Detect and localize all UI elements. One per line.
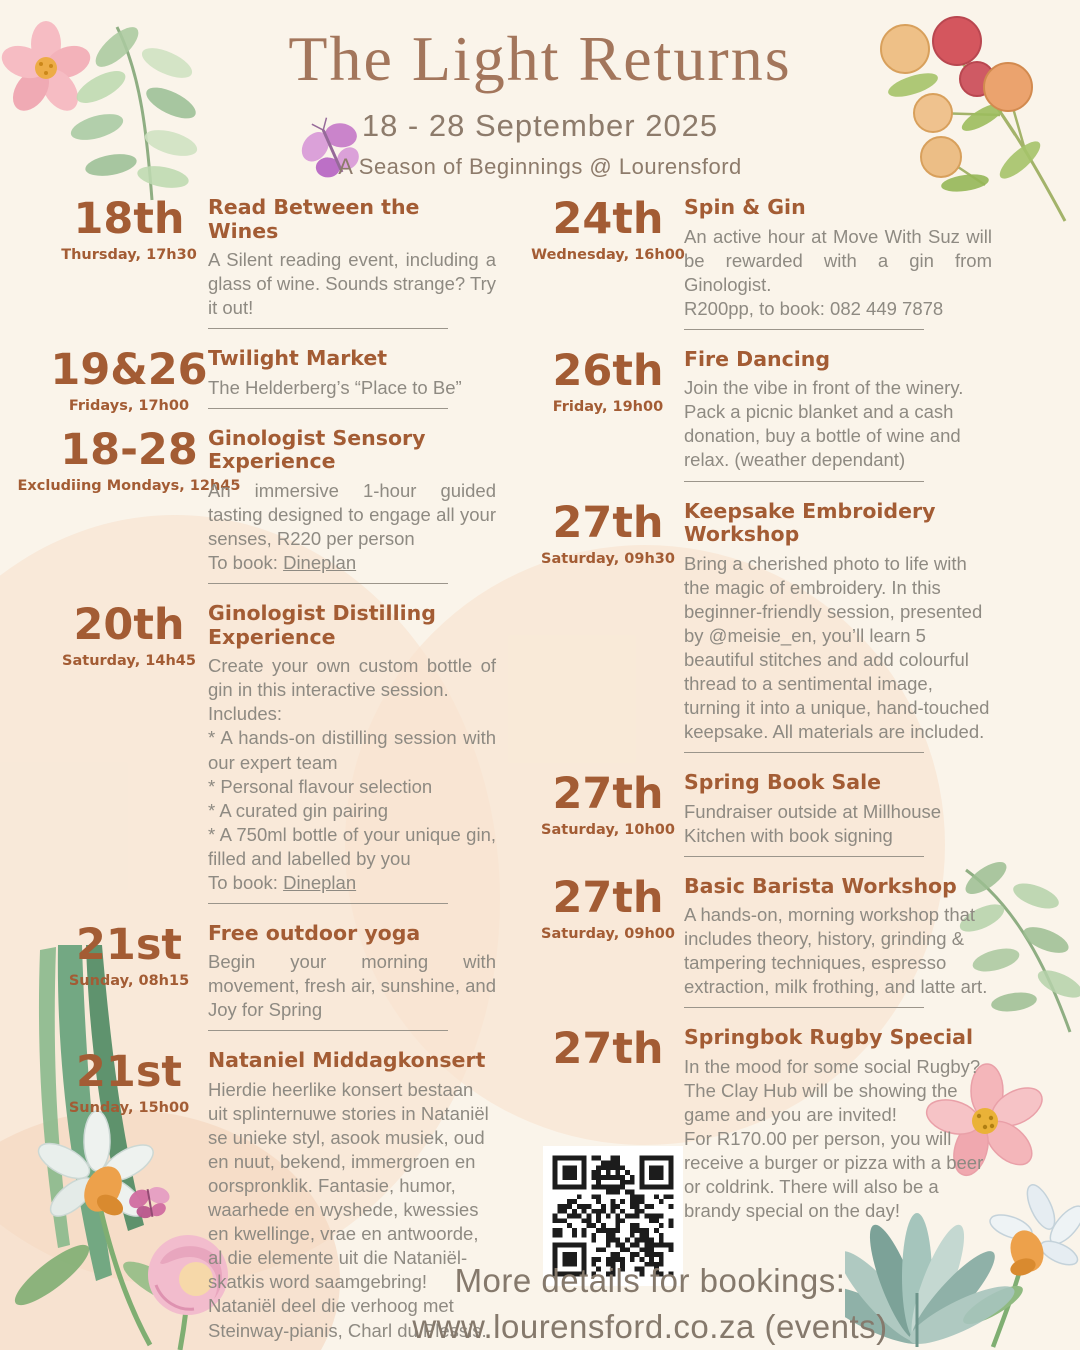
event-date-block xyxy=(58,602,200,669)
event-date: 27th xyxy=(552,1024,664,1075)
event-date: 19&26 xyxy=(50,345,208,396)
date-range: 18 - 28 September 2025 xyxy=(361,108,719,143)
divider xyxy=(208,903,448,904)
event-day-time: Excludiing Mondays, 12h45 xyxy=(17,477,241,494)
event-day-time: Saturday, 09h30 xyxy=(541,550,675,567)
event-date: 21st xyxy=(76,1047,182,1098)
booking-line xyxy=(208,551,496,575)
event-title: Basic Barista Workshop xyxy=(684,873,957,898)
events-column-left xyxy=(17,194,496,1350)
event-description: Fundraiser outside at Millhouse Kitchen with book signing xyxy=(684,800,942,846)
event-title: Ginologist Sensory Experience xyxy=(208,425,426,474)
event-content xyxy=(676,196,992,340)
event-item xyxy=(540,872,992,1019)
event-item xyxy=(17,424,496,594)
event-date: 27th xyxy=(552,497,664,548)
event-date-block xyxy=(540,345,676,415)
event-date-block xyxy=(50,345,208,415)
event-content xyxy=(676,1026,992,1223)
event-date-block xyxy=(540,497,676,567)
event-description: The Helderberg’s “Place to Be” xyxy=(208,376,462,398)
event-date: 24th xyxy=(552,194,664,244)
event-date-block xyxy=(540,1026,676,1077)
event-description: A hands-on, morning workshop that includes theory, history, grinding & tampering techniques, espresso extraction, milk frothing, and latte art. xyxy=(684,904,988,998)
event-description: An active hour at Move With Suz will be rewarded with a gin from Ginologist. R200pp, to book: 082 449 7878 xyxy=(684,225,992,319)
event-description: A Silent reading event, including a glass of wine. Sounds strange? Try it out! xyxy=(208,249,496,319)
event-title: Springbok Rugby Special xyxy=(684,1025,973,1050)
event-date: 18th xyxy=(73,194,185,244)
event-day-time: Wednesday, 16h00 xyxy=(531,247,685,263)
event-title: Fire Dancing xyxy=(684,346,831,371)
event-item xyxy=(58,196,496,339)
event-date-block xyxy=(17,424,241,494)
event-description: In the mood for some social Rugby? The Clay Hub will be showing the game and you are invited! For R170.00 per person, you will receive a burger or pizza with a beer or coldrink. There will also be a brandy special on the day! xyxy=(684,1055,984,1222)
event-title: Keepsake Embroidery Workshop xyxy=(684,498,936,547)
divider xyxy=(684,329,924,330)
event-item xyxy=(531,194,992,340)
events-column-right xyxy=(531,194,992,1231)
event-date-block xyxy=(58,1049,200,1116)
divider xyxy=(208,408,448,409)
event-date-block xyxy=(58,919,200,989)
event-description: Hierdie heerlike konsert bestaan uit splinternuwe stories in Nataniël se unieke styl, asook musiek, oud en nuut, bekend, immergroen en oorspronklik. Fantasie, humor, waarhede en wyshede, kwessies en kwellinge, vrae en antwoorde, al die elemente uit die Nataniël-skatkis word saamgebring! Nataniël deel die verhoog met Steinway-pianis, Charl du Plessis. xyxy=(208,1079,489,1341)
event-day-time: Thursday, 17h30 xyxy=(61,247,197,263)
event-date-block xyxy=(58,196,200,263)
divider xyxy=(684,752,924,753)
event-day-time: Saturday, 10h00 xyxy=(541,822,675,838)
event-day-time: Fridays, 17h00 xyxy=(68,398,190,415)
booking-prefix: To book: xyxy=(208,552,284,574)
event-content xyxy=(676,771,992,867)
booking-details-label: More details for bookings: xyxy=(454,1262,846,1299)
website-url: www.lourensford.co.za (events) xyxy=(412,1308,888,1346)
dineplan-link[interactable]: Dineplan xyxy=(283,552,357,574)
event-title: Free outdoor yoga xyxy=(208,920,421,945)
booking-line xyxy=(208,871,496,895)
event-item xyxy=(58,919,496,1042)
event-item xyxy=(50,345,496,419)
header xyxy=(0,0,1080,180)
event-date-block xyxy=(540,771,676,838)
event-content xyxy=(200,196,496,339)
footer xyxy=(390,1258,910,1350)
event-title: Spring Book Sale xyxy=(684,770,882,794)
event-item xyxy=(540,771,992,867)
event-title: Read Between the Wines xyxy=(208,195,420,243)
event-date: 26th xyxy=(552,345,664,396)
divider xyxy=(684,1007,924,1008)
event-date: 20th xyxy=(73,600,185,651)
season-subtitle: A Season of Beginnings @ Lourensford xyxy=(338,154,742,179)
event-content xyxy=(676,500,992,764)
event-date: 27th xyxy=(552,872,664,923)
event-description: Join the vibe in front of the winery. Pack a picnic blanket and a cash donation, buy a bottle of wine and relax. (weather dependant) xyxy=(684,377,964,471)
event-day-time: Sunday, 08h15 xyxy=(68,972,190,989)
divider xyxy=(684,856,924,857)
event-day-time: Saturday, 09h00 xyxy=(541,925,675,942)
event-day-time: Sunday, 15h00 xyxy=(68,1100,190,1117)
event-content xyxy=(676,875,992,1019)
divider xyxy=(208,583,448,584)
divider xyxy=(208,1030,448,1031)
event-content xyxy=(200,347,496,419)
event-content xyxy=(200,922,496,1042)
page-title: The Light Returns xyxy=(288,23,792,94)
event-day-time: Saturday, 14h45 xyxy=(62,653,196,670)
event-description: An immersive 1-hour guided tasting designed to engage all your senses, R220 per person xyxy=(208,480,496,550)
event-date: 27th xyxy=(552,769,664,819)
event-date-block xyxy=(531,194,685,263)
event-title: Spin & Gin xyxy=(684,195,806,219)
divider xyxy=(208,328,448,329)
event-date: 18-28 xyxy=(60,424,198,475)
event-description: Bring a cherished photo to life with the magic of embroidery. In this beginner-friendly session, presented by @meisie_en, you’ll learn 5 beautiful stitches and add colourful thread to a sentimental image, turning it into a unique, hand-touched keepsake. All materials are included. xyxy=(684,552,990,742)
event-title: Twilight Market xyxy=(208,346,388,371)
booking-prefix: To book: xyxy=(208,871,284,893)
event-item xyxy=(540,345,992,492)
dineplan-link[interactable]: Dineplan xyxy=(283,871,357,893)
event-title: Ginologist Distilling Experience xyxy=(208,601,436,649)
event-date: 21st xyxy=(76,919,182,970)
divider xyxy=(684,481,924,482)
event-content xyxy=(200,602,496,914)
event-description: Begin your morning with movement, fresh air, sunshine, and Joy for Spring xyxy=(208,951,496,1021)
event-content xyxy=(676,348,992,492)
event-date-block xyxy=(540,872,676,942)
event-description: Create your own custom bottle of gin in this interactive session. Includes: * A hands-on distilling session with our expert team * Personal flavour selection * A curated gin pairing * A 750ml bottle of your unique gin, filled and labelled by you xyxy=(208,655,496,869)
event-item xyxy=(540,497,992,764)
event-item xyxy=(58,602,496,914)
event-day-time: Friday, 19h00 xyxy=(552,398,664,415)
event-title: Nataniel Middagkonsert xyxy=(208,1048,486,1073)
event-content xyxy=(200,427,496,594)
